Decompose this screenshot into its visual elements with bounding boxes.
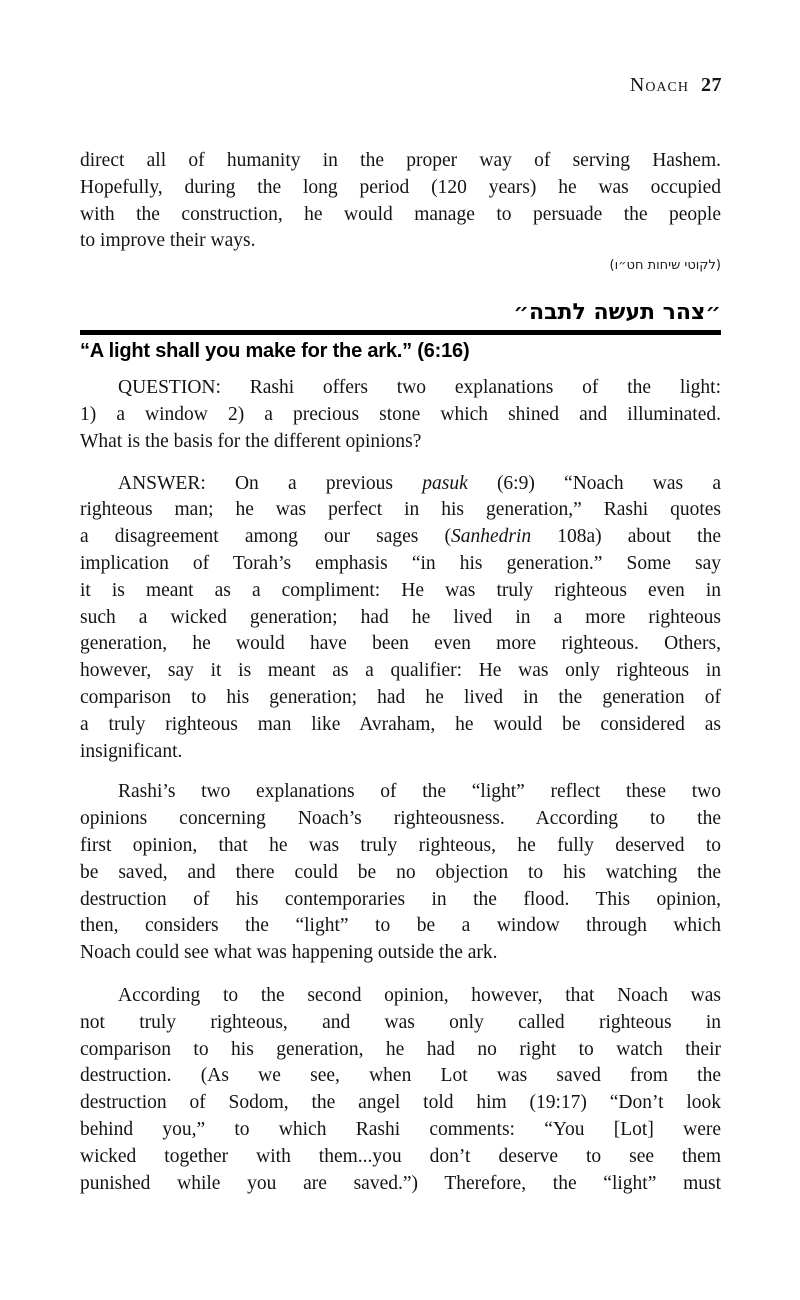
text-line: first opinion, that he was truly righteous, he fully deserved to xyxy=(80,834,721,856)
text-line: however, say it is meant as a qualifier: He was only righteous in xyxy=(80,660,721,682)
answer-paragraph-1 xyxy=(80,471,721,766)
text-line: Noach could see what was happening outside the ark. xyxy=(80,942,498,964)
section-name: Noach xyxy=(629,74,689,96)
text-line: QUESTION: Rashi offers two explanations of the light: xyxy=(118,377,721,399)
text-line: with the construction, he would manage to persuade the people xyxy=(80,203,721,225)
running-header xyxy=(630,74,722,97)
text-line: What is the basis for the different opinions? xyxy=(80,430,422,452)
text-line: not truly righteous, and was only called righteous in xyxy=(80,1011,721,1033)
text-line: a disagreement among our sages (Sanhedrin 108a) about the xyxy=(80,526,721,548)
text-line: destruction of Sodom, the angel told him (19:17) “Don’t look xyxy=(80,1092,721,1114)
text-line: such a wicked generation; had he lived in a more righteous xyxy=(80,606,721,628)
text-line: implication of Torah’s emphasis “in his generation.” Some say xyxy=(80,552,721,574)
text-line: insignificant. xyxy=(80,740,183,762)
text-line: generation, he would have been even more righteous. Others, xyxy=(80,633,721,655)
text-line: then, considers the “light” to be a window through which xyxy=(80,915,721,937)
text-line: comparison to his generation, he had no right to watch their xyxy=(80,1038,721,1060)
text-line: to improve their ways. xyxy=(80,230,256,252)
page-number: 27 xyxy=(701,74,722,96)
text-line: 1) a window 2) a precious stone which shined and illuminated. xyxy=(80,403,721,425)
text-line: ANSWER: On a previous pasuk (6:9) “Noach was a xyxy=(118,472,721,494)
question-paragraph xyxy=(80,375,721,455)
text-line: a truly righteous man like Avraham, he would be considered as xyxy=(80,713,721,735)
answer-paragraph-3 xyxy=(80,983,721,1197)
answer-paragraph-2 xyxy=(80,779,721,967)
hebrew-section-title: ״צהר תעשה לתבה״ xyxy=(513,300,721,326)
text-line: wicked together with them...you don’t deserve to see them xyxy=(80,1145,721,1167)
text-line: righteous man; he was perfect in his generation,” Rashi quotes xyxy=(80,499,721,521)
text-line: punished while you are saved.”) Therefore, the “light” must xyxy=(80,1172,721,1194)
text-line: opinions concerning Noach’s righteousness. According to the xyxy=(80,808,721,830)
text-line: Rashi’s two explanations of the “light” reflect these two xyxy=(118,781,721,803)
source-citation: (לקוטי שיחות חט״ו) xyxy=(609,258,721,274)
verse-heading: “A light shall you make for the ark.” (6:16) xyxy=(80,340,470,363)
text-line: be saved, and there could be no objection to his watching the xyxy=(80,861,721,883)
text-line: direct all of humanity in the proper way of serving Hashem. xyxy=(80,150,721,171)
text-line: it is meant as a compliment: He was truly righteous even in xyxy=(80,579,721,601)
text-line: destruction of his contemporaries in the flood. This opinion, xyxy=(80,888,721,910)
text-line: comparison to his generation; had he lived in the generation of xyxy=(80,686,721,708)
text-line: destruction. (As we see, when Lot was saved from the xyxy=(80,1065,721,1087)
text-column xyxy=(80,148,721,1197)
text-line: Hopefully, during the long period (120 years) he was occupied xyxy=(80,176,721,198)
continuation-paragraph xyxy=(80,148,721,255)
text-line: behind you,” to which Rashi comments: “You [Lot] were xyxy=(80,1118,721,1140)
section-divider-rule xyxy=(80,330,721,335)
text-line: According to the second opinion, however, that Noach was xyxy=(118,984,721,1006)
